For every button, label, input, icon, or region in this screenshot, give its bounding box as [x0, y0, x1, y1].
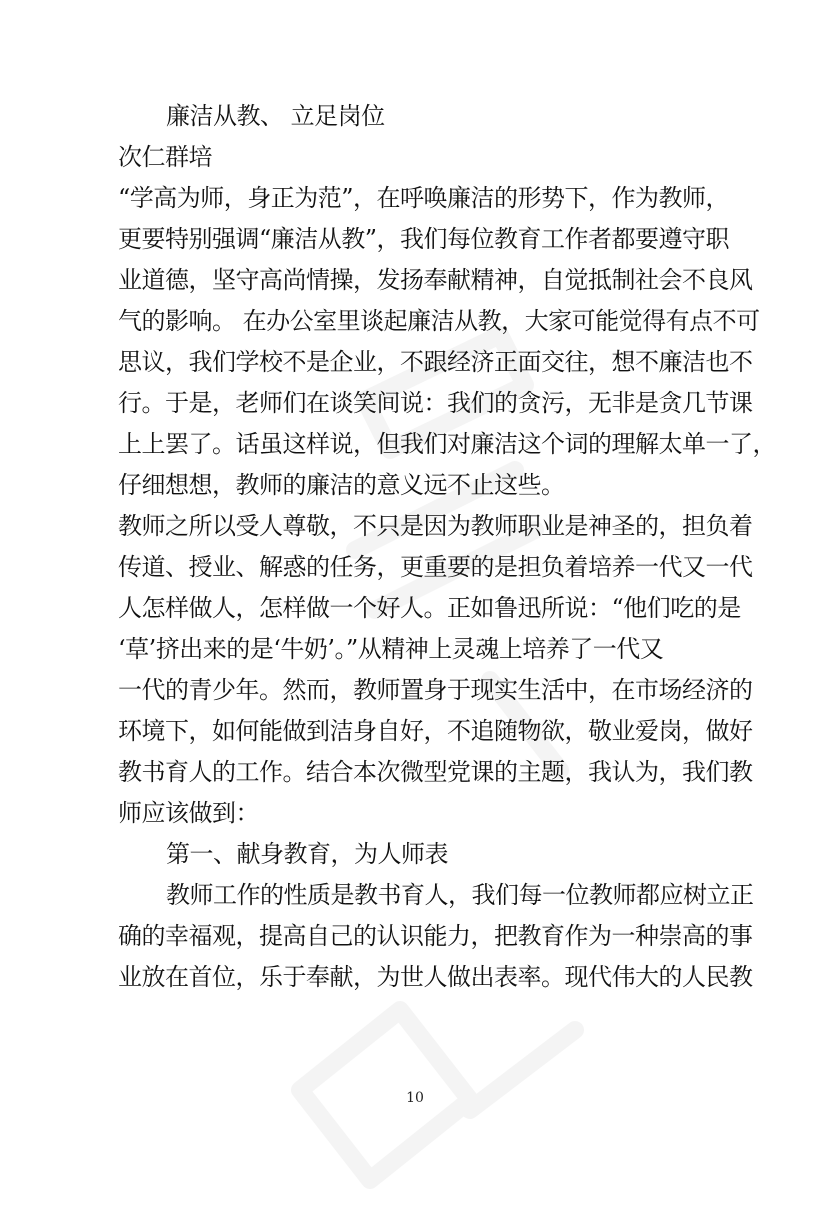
page-number: 10: [406, 1090, 424, 1106]
document-body: [118, 96, 776, 998]
paragraph-line: 教师之所以受人尊敬，不只是因为教师职业是神圣的，担负着: [118, 512, 753, 540]
paragraph-line: 行。于是，老师们在谈笑间说：我们的贪污，无非是贪几节课: [118, 389, 753, 417]
author-name: 次仁群培: [118, 143, 212, 171]
document-title: 廉洁从教、 立足岗位: [166, 102, 385, 130]
paragraph-line: 仔细想想，教师的廉洁的意义远不止这些。: [118, 471, 565, 499]
paragraph-line: “学高为师，身正为范”，在呼唤廉洁的形势下，作为教师，: [118, 184, 730, 212]
paragraph-line: 上上罢了。话虽这样说，但我们对廉洁这个词的理解太单一了，: [118, 430, 776, 458]
paragraph-line: ‘草’挤出来的是‘牛奶’。”从精神上灵魂上培养了一代又: [118, 635, 664, 663]
paragraph-line: 确的幸福观，提高自己的认识能力，把教育作为一种崇高的事: [118, 922, 753, 950]
paragraph-line: 气的影响。 在办公室里谈起廉洁从教，大家可能觉得有点不可: [118, 307, 760, 335]
paragraph-line: 师应该做到：: [118, 799, 259, 827]
section-heading: 第一、献身教育，为人师表: [166, 840, 448, 868]
paragraph-line: 一代的青少年。然而，教师置身于现实生活中，在市场经济的: [118, 676, 753, 704]
paragraph-line: 教师工作的性质是教书育人，我们每一位教师都应树立正: [166, 881, 754, 909]
paragraph-line: 传道、授业、解惑的任务，更重要的是担负着培养一代又一代: [118, 553, 753, 581]
paragraph-line: 业放在首位，乐于奉献，为世人做出表率。现代伟大的人民教: [118, 963, 753, 991]
paragraph-line: 人怎样做人，怎样做一个好人。正如鲁迅所说：“他们吃的是: [118, 594, 741, 622]
paragraph-line: 思议，我们学校不是企业，不跟经济正面交往，想不廉洁也不: [118, 348, 753, 376]
paragraph-line: 教书育人的工作。结合本次微型党课的主题，我认为，我们教: [118, 758, 753, 786]
paragraph-line: 业道德，坚守高尚情操，发扬奉献精神，自觉抵制社会不良风: [118, 266, 753, 294]
paragraph-line: 环境下，如何能做到洁身自好，不追随物欲，敬业爱岗，做好: [118, 717, 753, 745]
paragraph-line: 更要特别强调“廉洁从教”，我们每位教育工作者都要遵守职: [118, 225, 730, 253]
